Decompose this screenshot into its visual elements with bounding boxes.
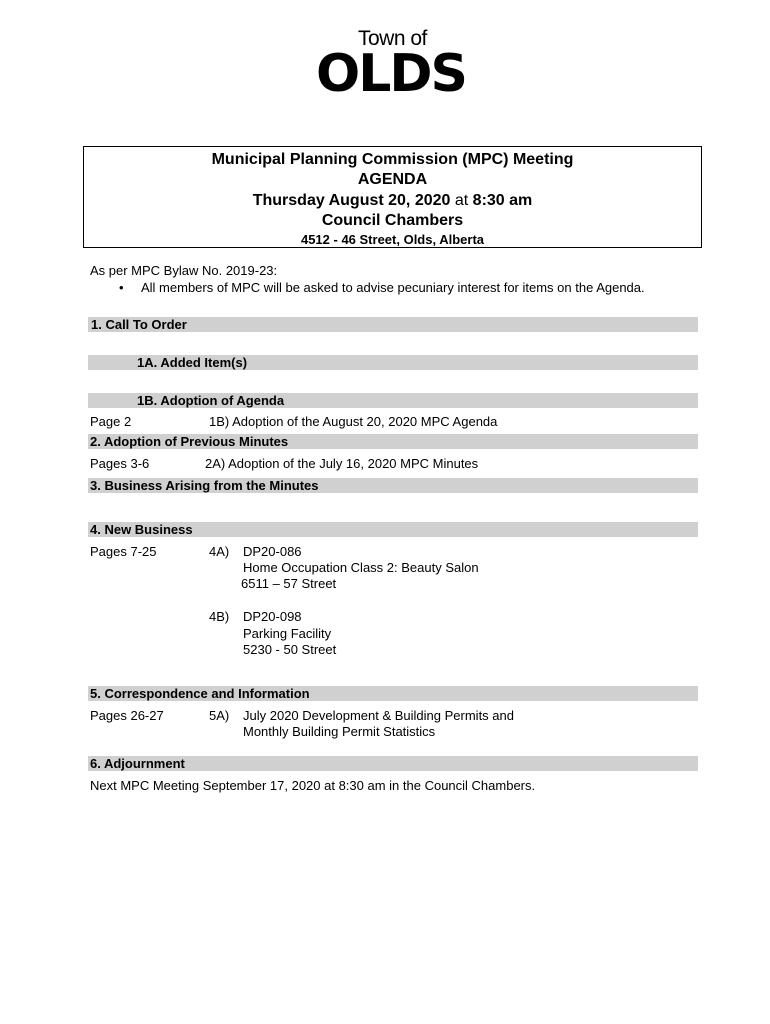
logo-town-of: Town of <box>358 27 427 50</box>
bullet-icon: • <box>119 280 124 295</box>
page-ref-4: Pages 7-25 <box>90 544 157 559</box>
item-4a-address: 6511 – 57 Street <box>241 576 337 591</box>
item-4a-permit: DP20-086 <box>243 544 302 559</box>
page-ref-2a: Pages 3-6 <box>90 456 150 471</box>
meeting-address: 4512 - 46 Street, Olds, Alberta <box>300 232 485 247</box>
meeting-location: Council Chambers <box>321 212 464 229</box>
item-2a: 2A) Adoption of the July 16, 2020 MPC Minutes <box>205 456 479 471</box>
section-business-arising: 3. Business Arising from the Minutes <box>88 478 698 493</box>
item-4b-address: 5230 - 50 Street <box>243 642 337 657</box>
item-4b-description: Parking Facility <box>243 626 332 641</box>
pecuniary-note: All members of MPC will be asked to advise pecuniary interest for items on the Agenda. <box>141 280 645 295</box>
page-ref-1b: Page 2 <box>90 414 132 429</box>
page-ref-5: Pages 26-27 <box>90 708 164 723</box>
meeting-date: Thursday August 20, 2020 at 8:30 am <box>252 192 533 209</box>
section-adoption-of-agenda: 1B. Adoption of Agenda <box>88 393 698 408</box>
next-meeting-note: Next MPC Meeting September 17, 2020 at 8:30 am in the Council Chambers. <box>90 778 536 793</box>
section-call-to-order: 1. Call To Order <box>88 317 698 332</box>
section-correspondence: 5. Correspondence and Information <box>88 686 698 701</box>
agenda-title-box <box>83 146 702 248</box>
section-new-business: 4. New Business <box>88 522 698 537</box>
agenda-heading: AGENDA <box>357 171 428 188</box>
item-4b-number: 4B) <box>209 609 230 624</box>
section-adjournment: 6. Adjournment <box>88 756 698 771</box>
logo-olds: OLDS <box>316 44 466 104</box>
item-5a-line2: Monthly Building Permit Statistics <box>243 724 436 739</box>
section-added-items: 1A. Added Item(s) <box>88 355 698 370</box>
item-5a-line1: July 2020 Development & Building Permits and <box>243 708 514 723</box>
meeting-title: Municipal Planning Commission (MPC) Meeting <box>211 151 574 168</box>
item-4b-permit: DP20-098 <box>243 609 302 624</box>
item-5a-number: 5A) <box>209 708 230 723</box>
item-1b: 1B) Adoption of the August 20, 2020 MPC Agenda <box>209 414 498 429</box>
item-4a-description: Home Occupation Class 2: Beauty Salon <box>243 560 479 575</box>
bylaw-text: As per MPC Bylaw No. 2019-23: <box>90 263 278 278</box>
item-4a-number: 4A) <box>209 544 230 559</box>
section-previous-minutes: 2. Adoption of Previous Minutes <box>88 434 698 449</box>
